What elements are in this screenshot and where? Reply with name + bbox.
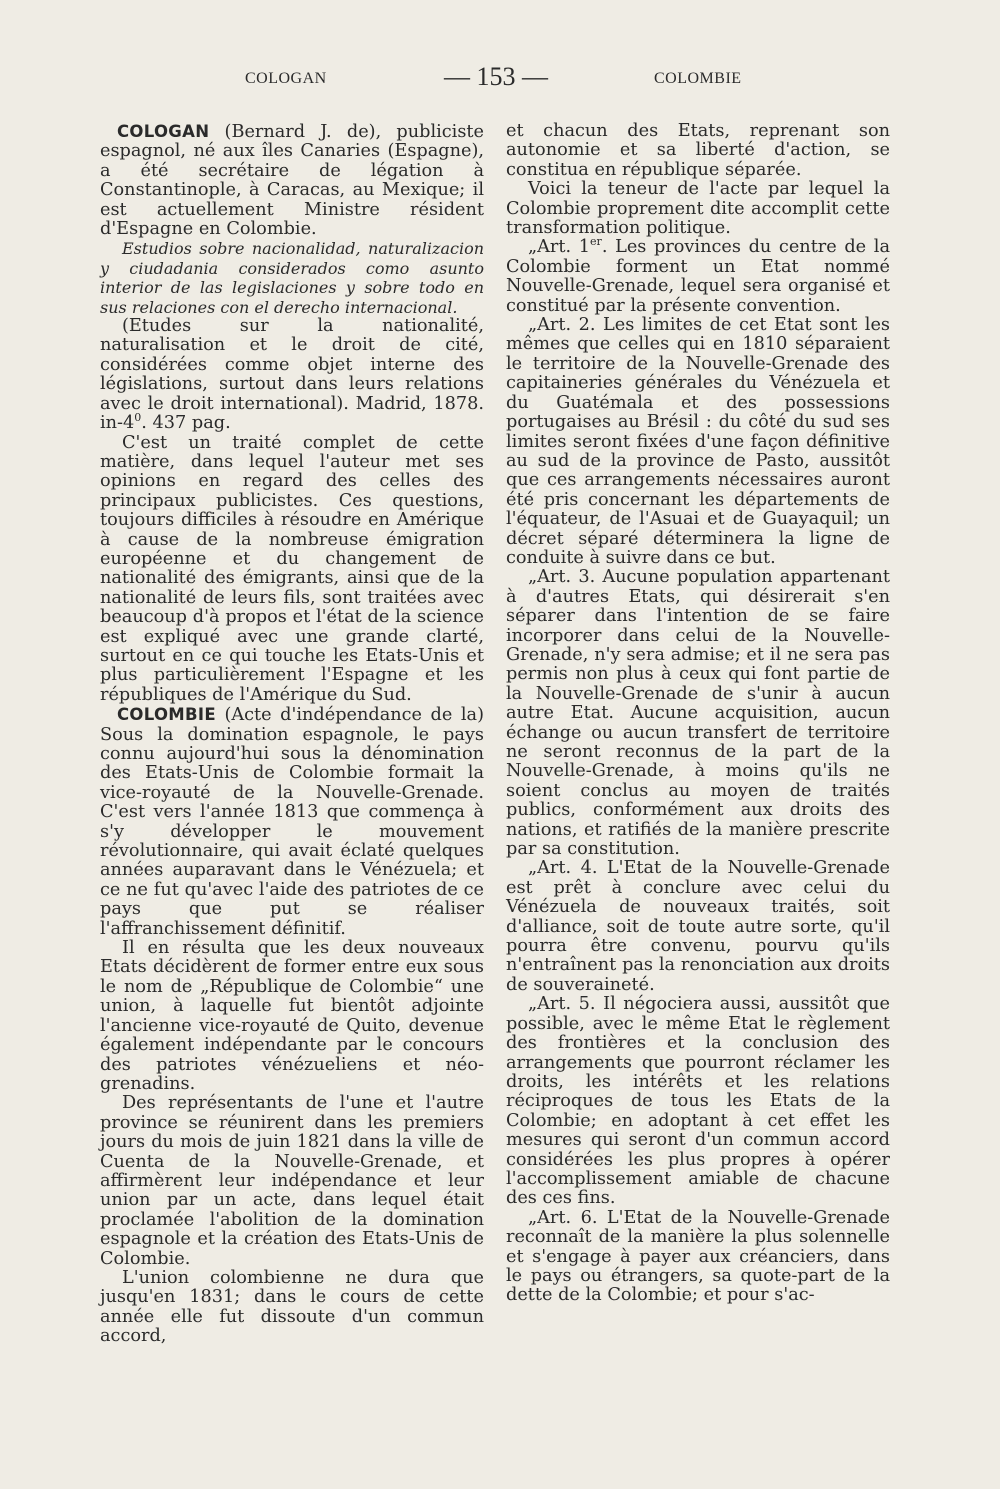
paragraph: Des représentants de l'une et l'autre province se réunirent dans les premiers jours du mois de juin 1821 dans la ville de Cuenta de la Nouvelle-Grenade, et affirmèrent leur indépendance et leur union par un acte, dans lequel était proclamée l'abolition de la domination espagnole et la création des Etats-Unis de Colombie.: [100, 1093, 484, 1269]
paragraph: et chacun des Etats, reprenant son autonomie et sa liberté d'action, se constitua en république séparée.: [506, 121, 890, 180]
left-column: [100, 122, 484, 1347]
book-format-superscript: 0: [134, 411, 142, 425]
entry-head-cologan: COLOGAN: [117, 122, 210, 141]
article-1-text: . Les provinces du centre de la Colombie forment un Etat nommé Nouvelle-Grenade, lequel sera organisé et constitué par la présente convention.: [506, 237, 890, 316]
header-right-keyword: COLOMBIE: [654, 70, 742, 87]
entry-head-colombie: COLOMBIE: [117, 705, 216, 725]
article-1-superscript: er: [590, 235, 602, 249]
book-translation: [100, 317, 484, 433]
running-header: [100, 62, 900, 100]
article-1-prefix: „Art. 1: [528, 237, 591, 258]
entry-text-cologan: (Bernard J. de), publiciste espagnol, né aux îles Canaries (Espagne), a été secrétaire de légation à Constantinople, à Caracas, au Mexique; il est actuellement Ministre résident d'Espagne en Colombie.: [100, 122, 484, 240]
article-6: „Art. 6. L'Etat de la Nouvelle-Grenade reconnaît de la manière la plus solennelle et s'engage à payer aux créanciers, dans le pays ou étrangers, sa quote-part de la dette de la Colombie; et pour s'ac-: [506, 1207, 890, 1306]
article-2: „Art. 2. Les limites de cet Etat sont les mêmes que celles qui en 1810 séparaient le territoire de la Nouvelle-Grenade des capitaineries générales du Vénézuela et du Guatémala et des possessions portugaises au Brésil : du côté du sud ses limites seront fixées d'une façon définitive au sud de la province de Pasto, aussitôt que ces arrangements nécessaires auront été pris concernant les départements de l'équateur, de l'Asuai et de Guayaquil; un décret séparé déterminera la ligne de conduite à suivre dans ce but.: [506, 315, 890, 568]
page-number: — 153 —: [444, 62, 548, 91]
article-3: „Art. 3. Aucune population appartenant à d'autres Etats, qui désirerait s'en séparer dans l'intention de se faire incorporer dans celui de la Nouvelle-Grenade, n'y sera admise; et il ne sera pas permis non plus à ceux qui font partie de la Nouvelle-Grenade de s'unir à aucun autre Etat. Aucune acquisition, aucun échange ou aucun transfert de territoire ne seront reconnus de la part de la Nouvelle-Grenade, à moins qu'ils ne soient conclus au moyen de traités publics, conformément aux droits des nations, et ratifiés de la manière prescrite par sa constitution.: [506, 567, 890, 860]
entry-colombie: [100, 705, 484, 939]
header-left-keyword: COLOGAN: [245, 70, 327, 87]
book-title: Estudios sobre nacionalidad, naturalizacion y ciudadania considerados como asunto interior de las legislaciones y sobre todo en sus relaciones con el derecho internacional.: [100, 239, 484, 317]
article-4: „Art. 4. L'Etat de la Nouvelle-Grenade est prêt à conclure avec celui du Vénézuela de nouveaux traités, soit d'alliance, soit de toute autre sorte, qu'il pourra être convenu, pourvu qu'ils n'entraînent pas la renonciation aux droits de souveraineté.: [506, 858, 890, 995]
book-pages: . 437 pag.: [141, 413, 231, 434]
article-1: [506, 235, 890, 316]
entry-cologan: [100, 122, 484, 239]
paragraph: Voici la teneur de l'acte par lequel la Colombie proprement dite accomplit cette transformation politique.: [506, 179, 890, 239]
right-column: [506, 122, 890, 1306]
paragraph: Il en résulta que les deux nouveaux Etats décidèrent de former entre eux sous le nom de „République de Colombie“ une union, à laquelle fut bientôt adjointe l'ancienne vice-royauté de Quito, devenue également indépendante par le concours des patriotes vénézueliens et néo-grenadins.: [100, 938, 484, 1094]
book-review: C'est un traité complet de cette matière, dans lequel l'auteur met ses opinions en regard des celles des principaux publicistes. Ces questions, toujours difficiles à résoudre en Amérique à cause de la nombreuse émigration européenne et du changement de nationalité des émigrants, ainsi que de la nationalité de leurs fils, sont traitées avec beaucoup d'à propos et l'état de la science est expliqué avec une grande clarté, surtout en ce qui touche les Etats-Unis et plus particulièrement l'Espagne et les républiques de l'Amérique du Sud.: [100, 432, 484, 705]
book-translation-text: (Etudes sur la nationalité, naturalisation et le droit de cité, considérées comme objet interne des législations, surtout dans leurs relations avec le droit international). Madrid, 1878. in-4: [100, 316, 484, 434]
article-5: „Art. 5. Il négociera aussi, aussitôt que possible, avec le même Etat le règlement des frontières et la conclusion des arrangements que pourront réclamer les droits, les intérêts et les relations réciproques de tous les Etats de la Colombie; en adoptant à cet effet les mesures qui seront d'un commun accord considérées les plus propres à opérer l'accomplissement amiable de chacune des ces fins.: [506, 994, 890, 1209]
paragraph: L'union colombienne ne dura que jusqu'en 1831; dans le cours de cette année elle fut dissoute d'un commun accord,: [100, 1267, 484, 1347]
entry-text-colombie: (Acte d'indépendance de la) Sous la domination espagnole, le pays connu aujourd'hui sous la dénomination des Etats-Unis de Colombie formait la vice-royauté de la Nouvelle-Grenade. C'est vers l'année 1813 que commença à s'y développer le mouvement révolutionnaire, qui avait éclaté quelques années auparavant dans le Vénézuela; et ce ne fut qu'avec l'aide des patriotes de ce pays que put se réaliser l'affranchissement définitif.: [100, 705, 484, 939]
